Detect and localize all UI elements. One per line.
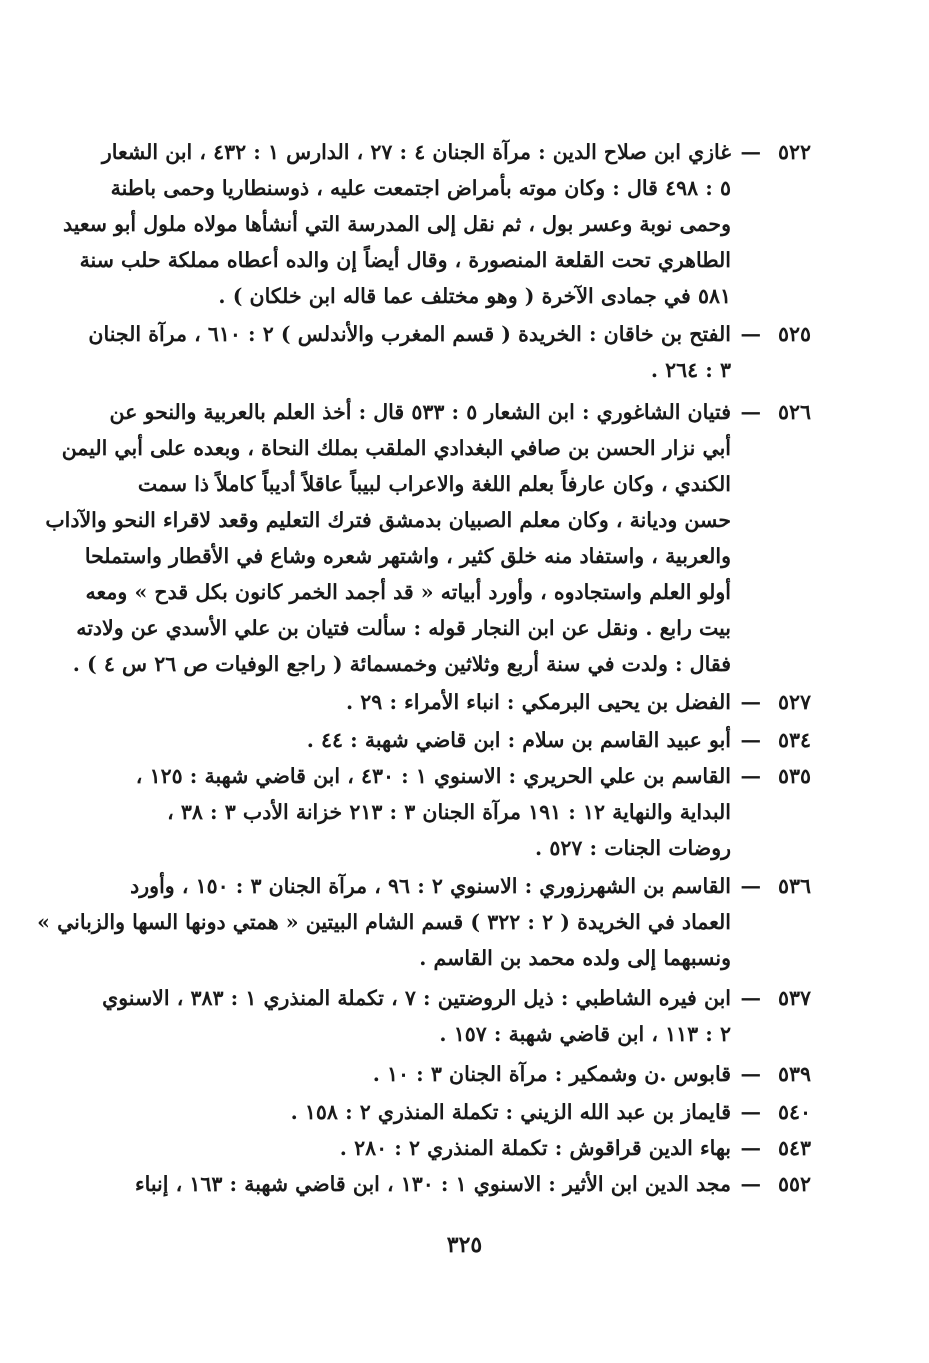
entry-text: قابوس .ن وشمكير : مرآة الجنان ٣ : ١٠ . [372,1062,731,1086]
entry-536 [37,868,811,976]
entry-line [88,316,811,352]
entry-text: الفضل بن يحيى البرمكي : انباء الأمراء : ٢٩ . [346,690,731,714]
entry-line [85,574,811,610]
entry-text: الكندي ، وكان عارفاً بعلم اللغة والاعراب لبيباً عاقلاً أديباً كاملاً ذا سمت [137,472,731,496]
entry-dash: — [740,986,761,1010]
entry-line [61,430,811,466]
entry-text: القاسم بن الشهرزوري : الاسنوي ٢ : ٩٦ ، مرآة الجنان ٣ : ١٥٠ ، وأورد [130,874,731,898]
entry-line [121,1094,811,1130]
entry-line [121,758,811,794]
entry-number: ٥٤٣ [777,1136,811,1160]
entry-number: ٥٢٧ [777,690,811,714]
entry-line [101,134,811,170]
entry-text: فتيان الشاغوري : ابن الشعار ٥ : ٥٣٣ قال : أخذ العلم بالعربية والنحو عن [109,400,731,424]
entry-text: قايماز بن عبد الله الزيني : تكملة المنذري ٢ : ١٥٨ . [290,1100,731,1124]
entry-line [76,610,811,646]
entry-number: ٥٣٦ [777,874,811,898]
entry-line [121,868,811,904]
entry-dash: — [740,1100,761,1124]
entry-535 [121,758,811,866]
entry-line [45,502,811,538]
entry-dash: — [740,874,761,898]
entry-line [79,242,811,278]
entry-text: ٣ : ٢٦٤ . [650,358,731,382]
page-number: ٣٢٥ [446,1232,483,1258]
entry-text: غازي ابن صلاح الدين : مرآة الجنان ٤ : ٢٧ ، الدارس ١ : ٤٣٢ ، ابن الشعار [101,140,731,164]
entry-dash: — [740,400,761,424]
entry-text: العماد في الخريدة ( ٢ : ٣٢٢ ) قسم الشام البيتين « همتي دونها السها والزباني » [37,910,731,934]
entry-line [121,1056,811,1092]
entry-line [121,1130,811,1166]
entry-text: حسن وديانة ، وكان معلم الصبيان بدمشق فترك التعليم وقعد لاقراء النحو والآداب [45,508,731,532]
entry-522 [62,134,811,314]
entry-text: ٥٨١ في جمادى الآخرة ( وهو مختلف عما قاله ابن خلكان ) . [218,284,731,308]
entry-number: ٥٣٧ [777,986,811,1010]
entry-line [121,1166,811,1202]
entry-text: فقال : ولدت في سنة أربع وثلاثين وخمسمائة ( راجع الوفيات ص ٢٦ س ٤ ) . [72,652,731,676]
entry-text: الطاهري تحت القلعة المنصورة ، وقال أيضاً إن والده أعطاه مملكة حلب سنة [79,248,731,272]
entry-dash: — [740,140,761,164]
entry-543 [121,1130,811,1166]
entry-text: ابن فيره الشاطبي : ذيل الروضتين : ٧ ، تكملة المنذري ١ : ٣٨٣ ، الاسنوي [102,986,731,1010]
entry-text: ٥ : ٤٩٨ قال : وكان موته بأمراض اجتمعت عليه ، ذوسنطاريا وحمى باطنة [110,176,731,200]
entry-dash: — [740,1062,761,1086]
entry-line [121,1016,811,1052]
entry-552 [121,1166,811,1202]
entry-dash: — [740,728,761,752]
entry-537 [102,980,811,1052]
entry-dash: — [740,322,761,346]
entry-line [37,904,811,940]
entry-number: ٥٢٦ [777,400,811,424]
entry-line [121,830,811,866]
entry-text: البداية والنهاية ١٢ : ١٩١ مرآة الجنان ٣ : ٢١٣ خزانة الأدب ٣ : ٣٨ ، [167,800,731,824]
entry-527 [121,684,811,720]
entry-number: ٥٣٥ [777,764,811,788]
entry-line [109,394,811,430]
entry-line [121,940,811,976]
entry-line [121,466,811,502]
entry-text: وحمى نوبة وعسر بول ، ثم نقل إلى المدرسة التي أنشأها مولاه ملول أبو سعيد [62,212,731,236]
entry-text: أبو عبيد القاسم بن سلام : ابن قاضي شهبة : ٤٤ . [306,728,731,752]
entry-line [62,206,811,242]
entry-text: والعربية ، واستفاد منه خلق كثير ، واشتهر شعره وشاع في الأقطار واستملحا [84,544,731,568]
entry-534 [121,722,811,758]
entry-line [121,352,811,388]
entry-number: ٥٢٥ [777,322,811,346]
entry-dash: — [740,1136,761,1160]
entry-dash: — [740,690,761,714]
entry-539 [121,1056,811,1092]
entry-number: ٥٣٤ [777,728,811,752]
entry-540 [121,1094,811,1130]
entry-line [102,980,811,1016]
entry-525 [88,316,811,388]
entry-text: بهاء الدين قراقوش : تكملة المنذري ٢ : ٢٨٠ . [339,1136,731,1160]
entry-text: ونسبهما إلى ولده محمد بن القاسم . [419,946,731,970]
entry-text: أبي نزار الحسن بن صافي البغدادي الملقب بملك النحاة ، وبعده على أبي اليمن [61,436,731,460]
entry-line [121,684,811,720]
entry-number: ٥٢٢ [777,140,811,164]
entry-line [84,538,811,574]
entry-line [121,278,811,314]
entry-number: ٥٤٠ [777,1100,811,1124]
entry-line [72,646,811,682]
entry-text: مجد الدين ابن الأثير : الاسنوي ١ : ١٣٠ ، ابن قاضي شهبة : ١٦٣ ، إنباء [134,1172,731,1196]
entry-dash: — [740,1172,761,1196]
entry-number: ٥٥٢ [777,1172,811,1196]
entry-text: القاسم بن علي الحريري : الاسنوي ١ : ٤٣٠ ، ابن قاضي شهبة : ١٢٥ ، [135,764,731,788]
entry-line [110,170,811,206]
entry-526 [45,394,811,682]
entry-line [121,722,811,758]
entry-text: بيت رابع . ونقل عن ابن النجار قوله : سألت فتيان بن علي الأسدي عن ولادته [76,616,731,640]
entry-dash: — [740,764,761,788]
entry-text: روضات الجنات : ٥٢٧ . [535,836,731,860]
entry-line [121,794,811,830]
entry-number: ٥٣٩ [777,1062,811,1086]
entry-text: أولو العلم واستجادوه ، وأورد أبياته « قد أجمد الخمر كانون بكل قدح » ومعه [85,580,731,604]
entry-text: ٢ : ١١٣ ، ابن قاضي شهبة : ١٥٧ . [439,1022,731,1046]
entry-text: الفتح بن خاقان : الخريدة ( قسم المغرب والأندلس ) ٢ : ٦١٠ ، مرآة الجنان [88,322,731,346]
